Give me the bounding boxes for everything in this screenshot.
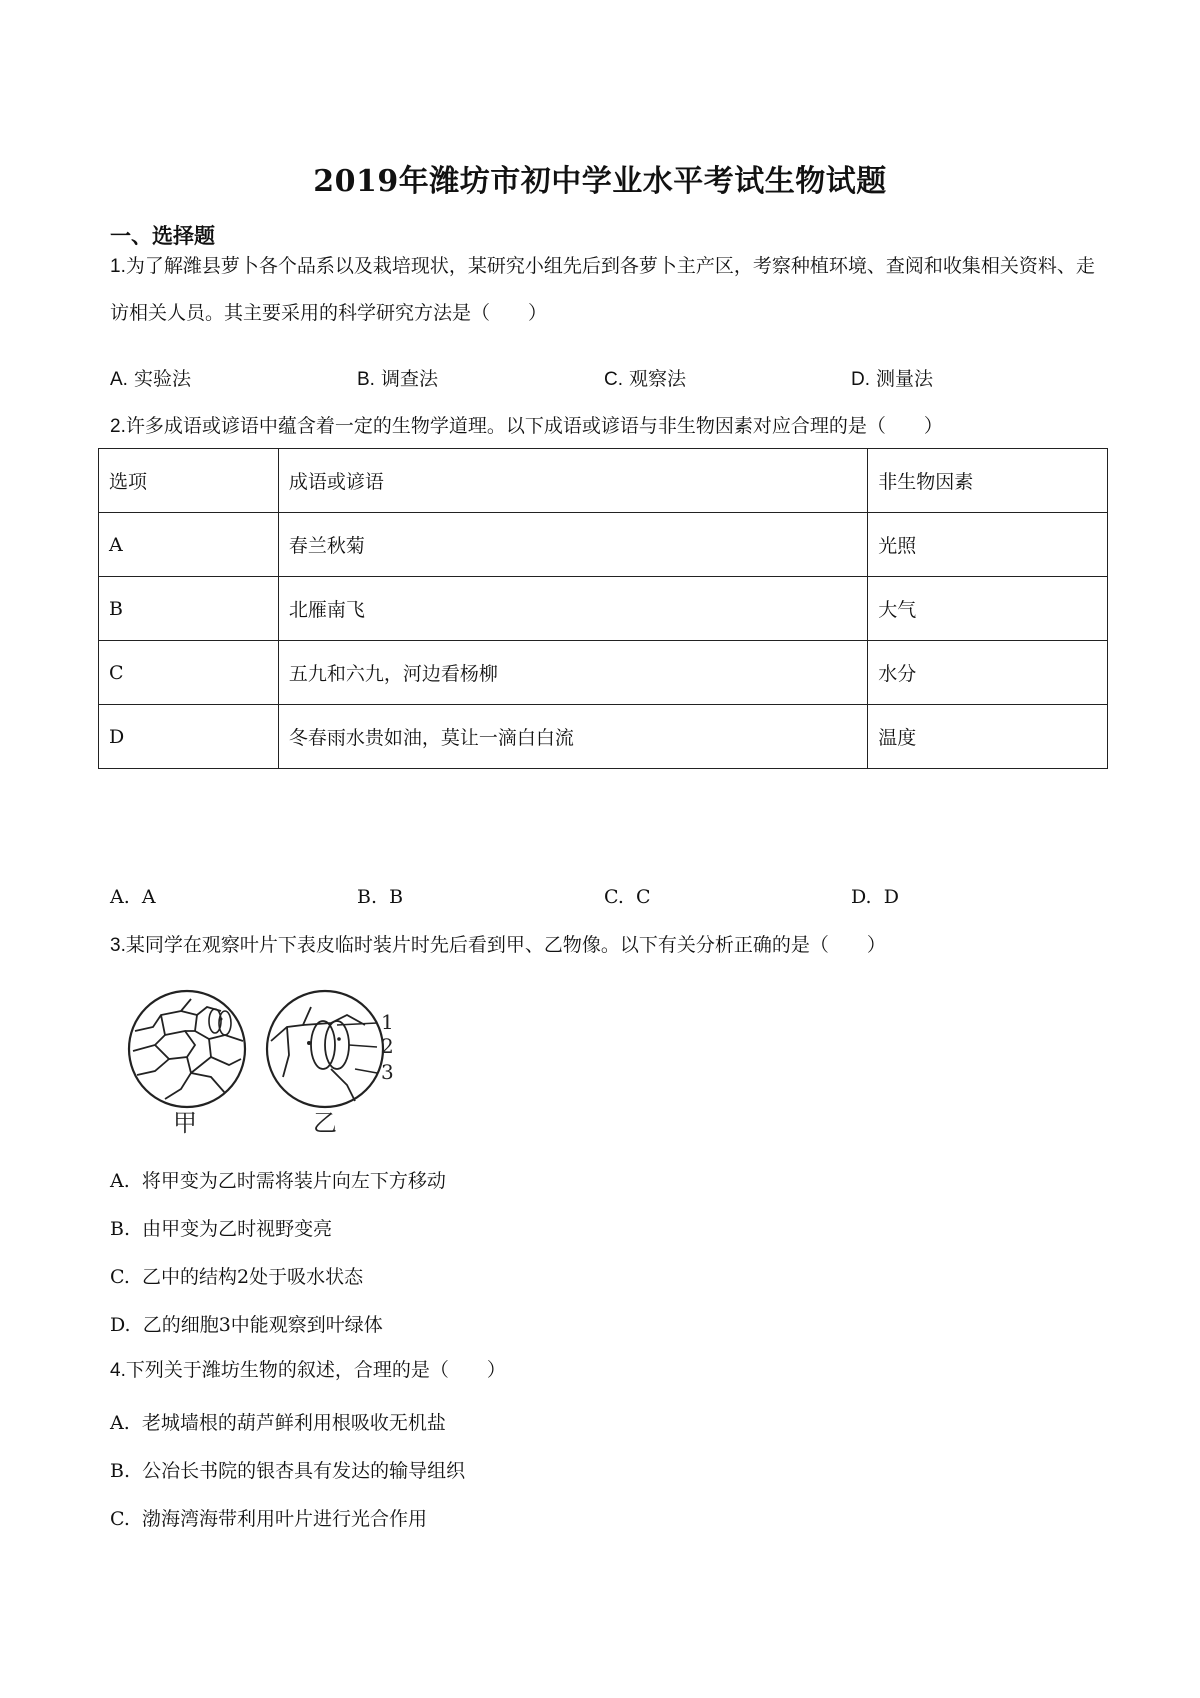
table-cell: 水分 bbox=[868, 641, 1108, 705]
table-cell: 北雁南飞 bbox=[278, 577, 867, 641]
table-header-cell: 非生物因素 bbox=[868, 449, 1108, 513]
table-header-row bbox=[99, 449, 1108, 513]
table-cell: 五九和六九，河边看杨柳 bbox=[278, 641, 867, 705]
table-cell: 大气 bbox=[868, 577, 1108, 641]
question-3-option-b[interactable]: B. 由甲变为乙时视野变亮 bbox=[110, 1218, 333, 1240]
question-1-text: 为了解潍县萝卜各个品系以及栽培现状，某研究小组先后到各萝卜主产区，考察种植环境、查阅和收集相关资料、走访相关人员。其主要采用的科学研究方法是（ ） bbox=[110, 255, 1095, 324]
question-4-number: 4. bbox=[110, 1360, 126, 1381]
question-1-options bbox=[110, 364, 1100, 394]
marker-3: 3 bbox=[381, 1060, 394, 1084]
cell-view-diagram bbox=[125, 985, 425, 1135]
question-3-option-a[interactable]: A. 将甲变为乙时需将装片向左下方移动 bbox=[110, 1170, 446, 1192]
question-2-option-b[interactable]: B. B bbox=[357, 886, 404, 908]
table-cell: 光照 bbox=[868, 513, 1108, 577]
question-3 bbox=[110, 922, 1100, 969]
question-2 bbox=[110, 403, 1100, 450]
figure-label-yi: 乙 bbox=[313, 1109, 337, 1135]
question-4-option-b[interactable]: B. 公冶长书院的银杏具有发达的输导组织 bbox=[110, 1460, 466, 1482]
view-jia bbox=[129, 991, 245, 1107]
question-3-option-d[interactable]: D. 乙的细胞3中能观察到叶绿体 bbox=[110, 1314, 383, 1336]
marker-2: 2 bbox=[381, 1034, 394, 1058]
question-2-text: 许多成语或谚语中蕴含着一定的生物学道理。以下成语或谚语与非生物因素对应合理的是（ ） bbox=[125, 415, 943, 437]
table-cell: D bbox=[99, 705, 279, 769]
section-heading: 一、选择题 bbox=[110, 223, 215, 248]
question-1-option-c[interactable]: C. 观察法 bbox=[604, 368, 687, 390]
question-2-table bbox=[98, 448, 1108, 769]
table-row bbox=[99, 577, 1108, 641]
table-row bbox=[99, 705, 1108, 769]
question-4-text: 下列关于潍坊生物的叙述，合理的是（ ） bbox=[125, 1359, 506, 1381]
question-1-number: 1. bbox=[110, 256, 126, 277]
table-header-cell: 成语或谚语 bbox=[278, 449, 867, 513]
table-cell: 温度 bbox=[868, 705, 1108, 769]
table-cell: B bbox=[99, 577, 279, 641]
question-3-text: 某同学在观察叶片下表皮临时装片时先后看到甲、乙物像。以下有关分析正确的是（ ） bbox=[125, 934, 886, 956]
table-cell: C bbox=[99, 641, 279, 705]
figure-label-jia: 甲 bbox=[173, 1109, 197, 1135]
microscope-figure bbox=[125, 985, 425, 1135]
question-1-option-b[interactable]: B. 调查法 bbox=[357, 368, 439, 390]
question-2-option-d[interactable]: D. D bbox=[851, 886, 899, 908]
question-2-option-c[interactable]: C. C bbox=[604, 886, 651, 908]
table-cell: 春兰秋菊 bbox=[278, 513, 867, 577]
table-row bbox=[99, 641, 1108, 705]
question-3-number: 3. bbox=[110, 935, 126, 956]
question-4 bbox=[110, 1347, 1100, 1394]
table-header-cell: 选项 bbox=[99, 449, 279, 513]
question-1-option-a[interactable]: A. 实验法 bbox=[110, 368, 192, 390]
question-2-option-a[interactable]: A. A bbox=[110, 886, 156, 908]
table-cell: A bbox=[99, 513, 279, 577]
page-title: 2019年潍坊市初中学业水平考试生物试题 bbox=[313, 164, 887, 199]
view-yi bbox=[267, 991, 394, 1107]
question-3-option-c[interactable]: C. 乙中的结构2处于吸水状态 bbox=[110, 1266, 364, 1288]
question-1 bbox=[110, 243, 1100, 336]
marker-1: 1 bbox=[381, 1010, 394, 1034]
question-2-options bbox=[110, 886, 1100, 916]
question-4-option-a[interactable]: A. 老城墙根的葫芦鲜利用根吸收无机盐 bbox=[110, 1412, 446, 1434]
question-2-number: 2. bbox=[110, 416, 126, 437]
table-cell: 冬春雨水贵如油，莫让一滴白白流 bbox=[278, 705, 867, 769]
question-4-option-c[interactable]: C. 渤海湾海带利用叶片进行光合作用 bbox=[110, 1508, 428, 1530]
table-row bbox=[99, 513, 1108, 577]
question-1-option-d[interactable]: D. 测量法 bbox=[851, 368, 934, 390]
